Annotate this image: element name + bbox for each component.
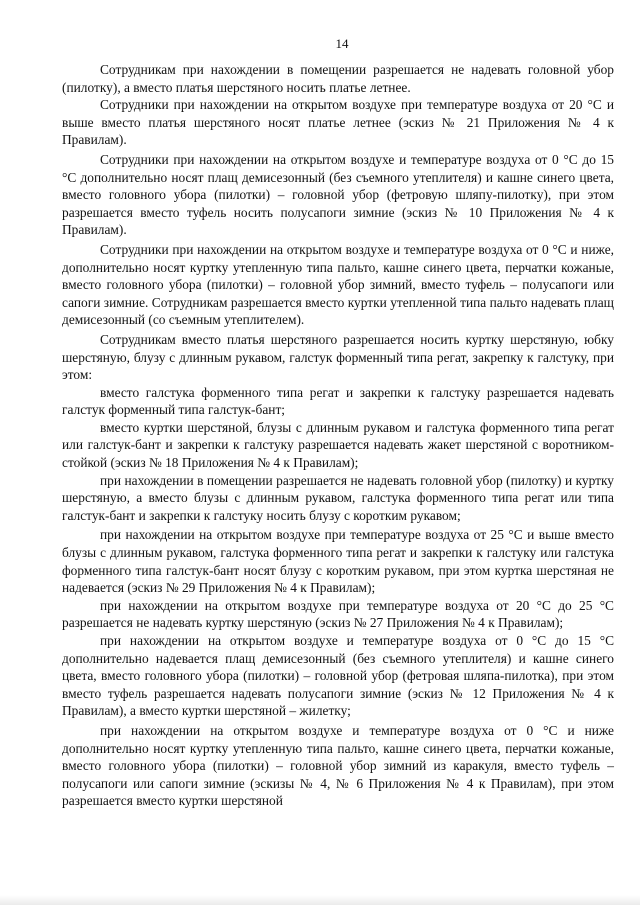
paragraph: Сотрудникам вместо платья шерстяного разрешается носить куртку шерстяную, юбку шерстяную, блузу с длинным рукавом, галстук форменный типа регат, закрепку к галстуку, при этом: [62, 331, 614, 383]
paragraph: Сотрудникам при нахождении в помещении разрешается не надевать головной убор (пилотку), а вместо платья шерстяного носить платье летнее. [62, 62, 614, 95]
paragraph: вместо галстука форменного типа регат и закрепки к галстуку разрешается надевать галстук форменный типа галстук-бант; [62, 384, 614, 418]
scan-bottom-edge [0, 895, 640, 905]
paragraph: Сотрудники при нахождении на открытом воздухе и температуре воздуха от 0 °С и ниже, дополнительно носят куртку утепленную типа пальто, кашне синего цвета, перчатки кожаные, вместо головного убора (пилотки) – головной убор зимний, вместо туфель – полусапоги или сапоги зимние. Сотрудникам разрешается вместо куртки утепленной типа пальто надевать плащ демисезонный (со съемным утеплителем). [62, 241, 614, 328]
paragraph: вместо куртки шерстяной, блузы с длинным рукавом и галстука форменного типа регат или галстук-бант и закрепки к галстуку разрешается надевать жакет шерстяной с воротником-стойкой (эскиз № 18 Приложения № 4 к Правилам); [62, 419, 614, 471]
paragraph: при нахождении на открытом воздухе и температуре воздуха от 0 °С до 15 °С дополнительно надевается плащ демисезонный (без съемного утеплителя) и кашне синего цвета, вместо головного убора (пилотки) – головной убор (фетровая шляпа-пилотка), при этом вместо туфель разрешается надевать полусапоги зимние (эскиз № 12 Приложения № 4 к Правилам), а вместо куртки шерстяной – жилетку; [62, 633, 614, 719]
paragraph: при нахождении на открытом воздухе при температуре воздуха от 20 °С до 25 °С разрешается не надевать куртку шерстяную (эскиз № 27 Приложения № 4 к Правилам); [62, 597, 614, 631]
paragraph: Сотрудники при нахождении на открытом воздухе при температуре воздуха от 20 °С и выше вместо платья шерстяного носят платье летнее (эскиз № 21 Приложения № 4 к Правилам). [62, 97, 614, 148]
page-number: 14 [335, 36, 349, 51]
paragraph: Сотрудники при нахождении на открытом воздухе и температуре воздуха от 0 °С до 15 °С дополнительно носят плащ демисезонный (без съемного утеплителя) и кашне синего цвета, вместо головного убора (пилотки) – головной убор (фетровую шляпу-пилотку), при этом разрешается вместо туфель носить полусапоги зимние (эскиз № 10 Приложения № 4 к Правилам). [62, 151, 614, 238]
paragraph: при нахождении в помещении разрешается не надевать головной убор (пилотку) и куртку шерстяную, а вместо блузы с длинным рукавом, галстука форменного типа регат или типа галстук-бант и закрепки к галстуку носить блузу с коротким рукавом; [62, 472, 614, 523]
document-body [62, 61, 614, 810]
paragraph: при нахождении на открытом воздухе при температуре воздуха от 25 °С и выше вместо блузы с длинным рукавом, галстука форменного типа регат и закрепки к галстуку или галстука форменного типа галстук-бант носят блузу с коротким рукавом, при этом куртка шерстяная не надевается (эскиз № 29 Приложения № 4 к Правилам); [62, 527, 614, 596]
paragraph: при нахождении на открытом воздухе и температуре воздуха от 0 °С и ниже дополнительно носят куртку утепленную типа пальто, кашне синего цвета, перчатки кожаные, вместо головного убора (пилотки) – головной убор зимний из каракуля, вместо туфель – полусапоги или сапоги зимние (эскизы № 4, № 6 Приложения № 4 к Правилам), при этом разрешается вместо куртки шерстяной [62, 722, 614, 809]
